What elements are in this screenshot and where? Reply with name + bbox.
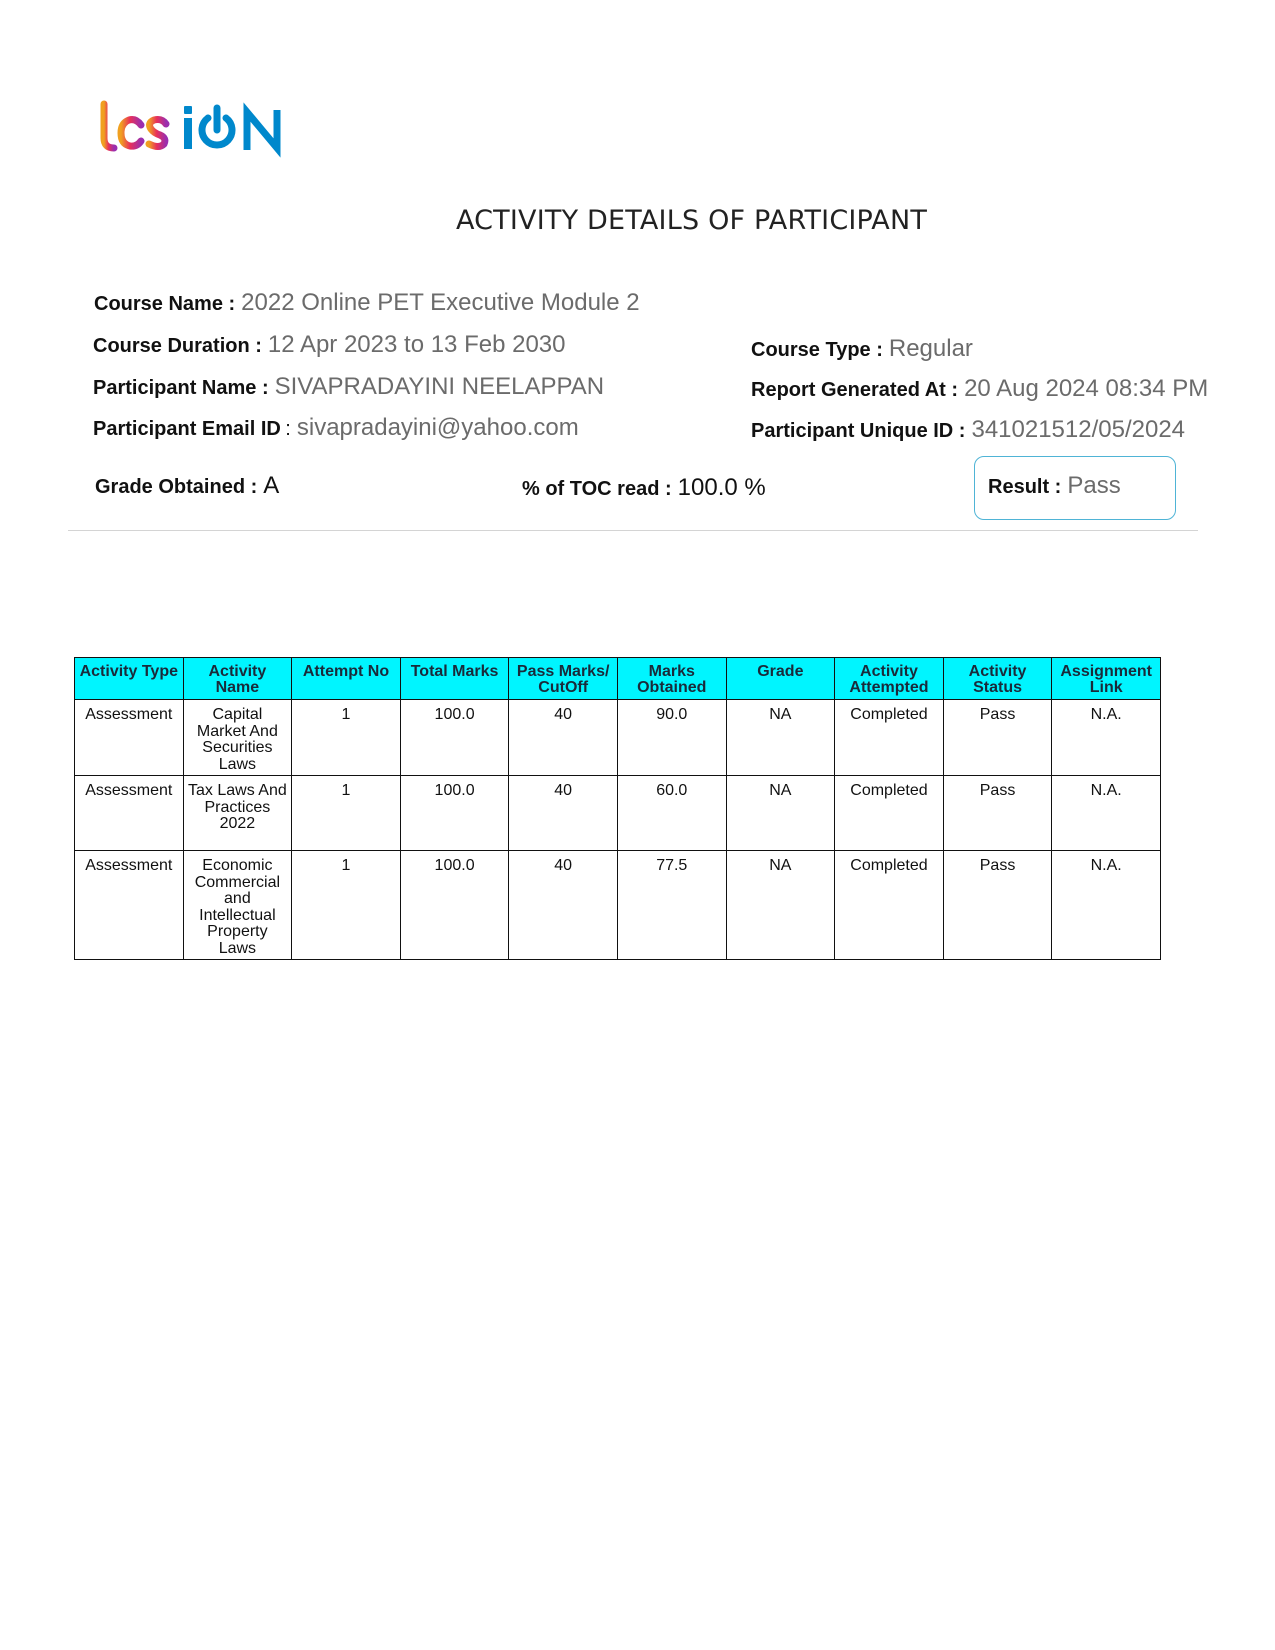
course-name-value: 2022 Online PET Executive Module 2 (241, 289, 640, 316)
participant-email-colon: : (285, 418, 291, 440)
table-cell: Completed (835, 776, 944, 851)
participant-email-label: Participant Email ID (93, 418, 281, 440)
table-cell: Completed (835, 851, 944, 960)
table-cell: 100.0 (400, 776, 509, 851)
table-cell: Economic Commercial and Intellectual Property Laws (183, 851, 292, 960)
participant-email-field (93, 414, 579, 442)
header-pass-marks: Pass Marks/ CutOff (509, 658, 618, 700)
course-type-label: Course Type : (751, 339, 883, 361)
table-cell: 1 (292, 851, 401, 960)
result-label: Result : (988, 476, 1062, 498)
toc-read-value: 100.0 % (677, 474, 766, 501)
participant-unique-id-label: Participant Unique ID : (751, 420, 966, 442)
participant-name-field (93, 373, 604, 401)
page-title: ACTIVITY DETAILS OF PARTICIPANT (455, 205, 928, 236)
table-row (75, 851, 1161, 960)
table-cell: Capital Market And Securities Laws (183, 700, 292, 776)
course-type-value: Regular (888, 335, 973, 362)
table-cell: 100.0 (400, 851, 509, 960)
table-cell: 100.0 (400, 700, 509, 776)
report-generated-value: 20 Aug 2024 08:34 PM (964, 375, 1209, 402)
header-total-marks: Total Marks (400, 658, 509, 700)
table-cell: 40 (509, 700, 618, 776)
table-cell: Pass (943, 851, 1052, 960)
table-cell: Tax Laws And Practices 2022 (183, 776, 292, 851)
report-generated-field (751, 375, 1208, 403)
course-name-label: Course Name : (94, 293, 236, 315)
header-grade: Grade (726, 658, 835, 700)
course-duration-field (93, 331, 565, 359)
toc-read-label: % of TOC read : (522, 478, 672, 500)
divider (68, 530, 1198, 531)
toc-read-field (522, 474, 766, 502)
header-assignment-link: Assignment Link (1052, 658, 1161, 700)
table-cell: 60.0 (617, 776, 726, 851)
grade-obtained-label: Grade Obtained : (95, 476, 258, 498)
table-cell: 40 (509, 776, 618, 851)
table-cell: NA (726, 700, 835, 776)
table-cell: Completed (835, 700, 944, 776)
header-attempt-no: Attempt No (292, 658, 401, 700)
result-value: Pass (1067, 472, 1121, 499)
participant-name-label: Participant Name : (93, 377, 269, 399)
table-cell: 90.0 (617, 700, 726, 776)
table-cell: 40 (509, 851, 618, 960)
table-cell: Pass (943, 700, 1052, 776)
table-cell: Pass (943, 776, 1052, 851)
course-duration-label: Course Duration : (93, 335, 262, 357)
course-type-field (751, 335, 973, 363)
grade-obtained-field (95, 472, 279, 500)
participant-unique-id-field (751, 416, 1185, 444)
table-cell: N.A. (1052, 776, 1161, 851)
course-name-field (94, 289, 640, 317)
activity-table (74, 657, 1161, 960)
table-cell: Assessment (75, 776, 184, 851)
table-row (75, 700, 1161, 776)
header-activity-status: Activity Status (943, 658, 1052, 700)
header-activity-type: Activity Type (75, 658, 184, 700)
table-cell: Assessment (75, 851, 184, 960)
participant-email-value: sivapradayini@yahoo.com (296, 414, 579, 441)
report-generated-label: Report Generated At : (751, 379, 959, 401)
table-header-row (75, 658, 1161, 700)
table-cell: N.A. (1052, 700, 1161, 776)
tcs-ion-logo (96, 98, 306, 168)
header-marks-obtained: Marks Obtained (617, 658, 726, 700)
table-cell: NA (726, 776, 835, 851)
table-cell: 1 (292, 700, 401, 776)
course-duration-value: 12 Apr 2023 to 13 Feb 2030 (267, 331, 566, 358)
table-cell: NA (726, 851, 835, 960)
result-field (988, 472, 1121, 500)
participant-unique-id-value: 341021512/05/2024 (971, 416, 1186, 443)
table-cell: N.A. (1052, 851, 1161, 960)
table-cell: 77.5 (617, 851, 726, 960)
header-activity-name: Activity Name (183, 658, 292, 700)
grade-obtained-value: A (263, 472, 280, 499)
header-activity-attempted: Activity Attempted (835, 658, 944, 700)
table-row (75, 776, 1161, 851)
table-cell: 1 (292, 776, 401, 851)
participant-name-value: SIVAPRADAYINI NEELAPPAN (274, 373, 605, 400)
table-cell: Assessment (75, 700, 184, 776)
